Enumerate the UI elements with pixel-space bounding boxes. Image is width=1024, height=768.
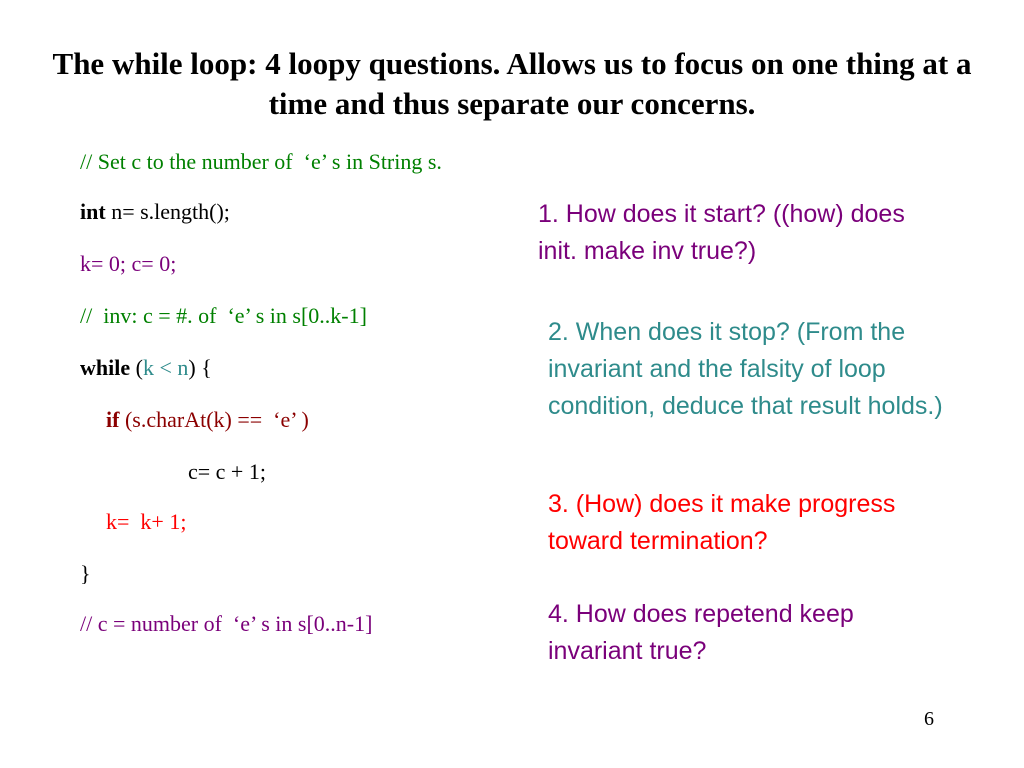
code-if-line bbox=[106, 406, 309, 434]
if-condition: (s.charAt(k) == ‘e’ ) bbox=[119, 407, 309, 432]
loop-condition: k < n bbox=[142, 355, 189, 380]
while-close-paren: ) { bbox=[188, 355, 212, 380]
question-1: 1. How does it start? ((how) does init. make inv true?) bbox=[538, 200, 905, 265]
keyword-while: while bbox=[80, 355, 131, 380]
question-2: 2. When does it stop? (From the invariant and the falsity of loop condition, deduce that result holds.) bbox=[548, 318, 943, 420]
keyword-if: if bbox=[106, 407, 120, 432]
code-close-brace: } bbox=[80, 561, 91, 586]
slide-title: The while loop: 4 loopy questions. Allows us to focus on one thing at a time and thus separate our concerns. bbox=[52, 46, 972, 121]
code-int-line bbox=[80, 198, 230, 226]
code-while-line bbox=[80, 354, 212, 382]
code-comment-line: // Set c to the number of ‘e’ s in String s. bbox=[80, 149, 442, 174]
question-3: 3. (How) does it make progress toward termination? bbox=[548, 490, 896, 555]
while-open-paren: ( bbox=[130, 355, 143, 380]
question-4: 4. How does repetend keep invariant true? bbox=[548, 600, 854, 665]
code-increment-c-line: c= c + 1; bbox=[188, 459, 266, 484]
code-invariant-line: // inv: c = #. of ‘e’ s in s[0..k-1] bbox=[80, 303, 367, 328]
code-int-rest: n= s.length(); bbox=[105, 199, 230, 224]
code-progress-line: k= k+ 1; bbox=[106, 509, 187, 534]
page-number: 6 bbox=[924, 708, 934, 730]
code-init-line: k= 0; c= 0; bbox=[80, 251, 177, 276]
code-postcondition-line: // c = number of ‘e’ s in s[0..n-1] bbox=[80, 611, 373, 636]
keyword-int: int bbox=[80, 199, 106, 224]
